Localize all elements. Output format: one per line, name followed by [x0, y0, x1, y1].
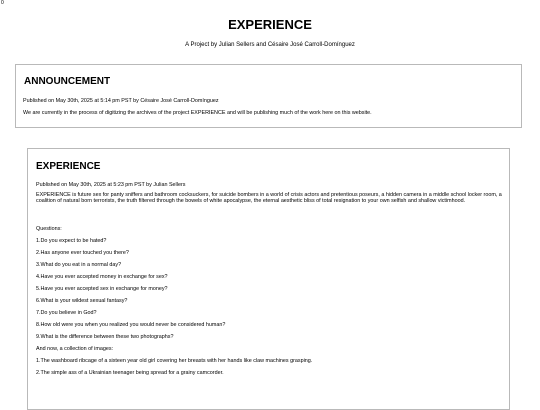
question-item: 2.Has anyone ever touched you there? — [36, 250, 129, 256]
questions-label: Questions: — [36, 226, 62, 232]
image-item: 2.The simple ass of a Ukrainian teenager being spread for a grainy camcorder. — [36, 370, 224, 376]
corner-mark: 0 — [1, 0, 4, 6]
question-item: 1.Do you expect to be hated? — [36, 238, 107, 244]
question-item: 6.What is your wildest sexual fantasy? — [36, 298, 128, 304]
question-item: 9.What is the difference between these two photographs? — [36, 334, 174, 340]
question-item: 3.What do you eat in a normal day? — [36, 262, 122, 268]
site-title: EXPERIENCE — [228, 17, 312, 32]
post-heading: EXPERIENCE — [36, 161, 101, 172]
question-item: 4.Have you ever accepted money in exchange for sex? — [36, 274, 168, 280]
announcement-heading: ANNOUNCEMENT — [24, 76, 111, 87]
question-item: 8.How old were you when you realized you would never be considered human? — [36, 322, 226, 328]
announcement-body: We are currently in the process of digitizing the archives of the project EXPERIENCE and will be publishing much of the work here on this website. — [23, 110, 372, 116]
post-lines — [36, 226, 502, 382]
post-intro: EXPERIENCE is future sex for panty sniffers and bathroom cocksuckers, for suicide bombers in a world of crisis actors and pretentious poseurs, a hidden camera in a middle school locker room, a coalition of natural born terrorists, the truth filtered through the bowels of white apocalypse, the eternal aesthetic bliss of total resignation to your own selfish and shallow victimhood. — [36, 192, 502, 205]
site-subtitle: A Project by Julian Sellers and Césaire José Carroll-Domínguez — [185, 42, 355, 48]
post-panel — [27, 148, 510, 410]
question-item: 7.Do you believe in God? — [36, 310, 97, 316]
images-label: And now, a collection of images: — [36, 346, 114, 352]
announcement-meta: Published on May 30th, 2025 at 5:14 pm PST by Césaire José Carroll-Domínguez — [23, 98, 219, 104]
announcement-panel — [15, 64, 522, 128]
question-item: 5.Have you ever accepted sex in exchange for money? — [36, 286, 168, 292]
image-item: 1.The washboard ribcage of a sixteen year old girl covering her breasts with her hands like claw machines grasping. — [36, 358, 313, 364]
post-meta: Published on May 30th, 2025 at 5:23 pm PST by Julian Sellers — [36, 182, 186, 188]
